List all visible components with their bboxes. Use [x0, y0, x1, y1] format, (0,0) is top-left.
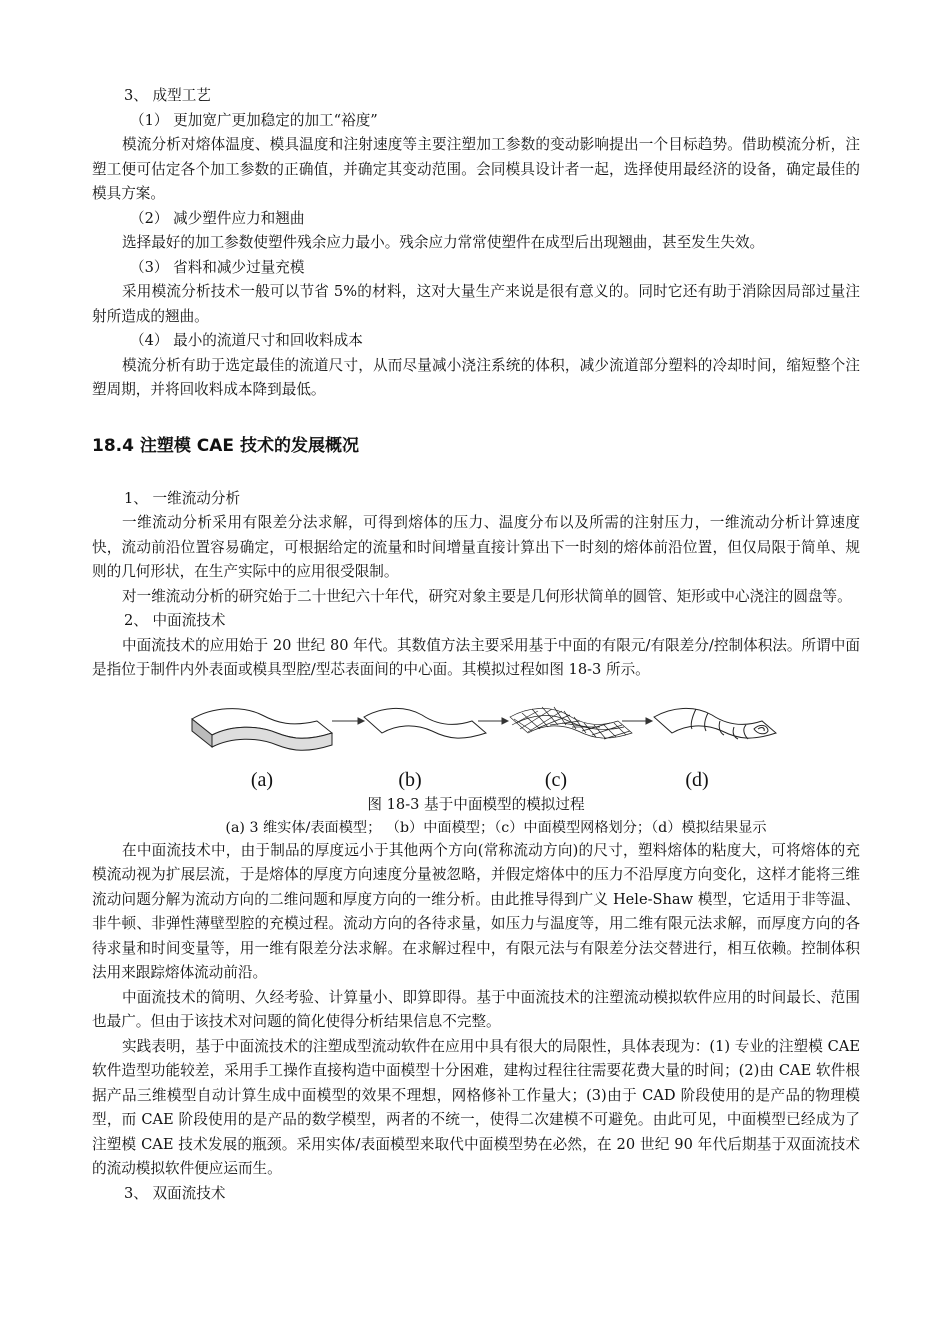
- midplane-illustration: [364, 708, 486, 738]
- item2-title: （2） 减少塑件应力和翘曲: [130, 209, 305, 227]
- figure-label-d: (d): [685, 768, 709, 791]
- figure-caption: 图 18-3 基于中面模型的模拟过程: [367, 795, 585, 813]
- figure-label-a: (a): [250, 768, 274, 791]
- item4-body: 模流分析有助于选定最佳的流道尺寸，从而尽量减小浇注系统的体积，减少流道部分塑料的冷却时间，缩短整个注塑周期，并将回收料成本降到最低。: [92, 356, 860, 398]
- figure-18-3: [92, 695, 860, 793]
- figure-subcaption: (a) 3 维实体/表面模型； （b）中面模型；（c）中面模型网格划分；（d）模拟结果显示: [225, 819, 767, 836]
- part1-heading: 1、 一维流动分析: [124, 489, 241, 507]
- arrow-icon: [332, 718, 364, 724]
- part2-paragraph: 中面流技术的简明、久经考验、计算量小、即算即得。基于中面流技术的注塑流动模拟软件应用的时间最长、范围也最广。但由于该技术对问题的简化使得分析结果信息不完整。: [92, 988, 860, 1030]
- item3-body: 采用模流分析技术一般可以节省 5%的材料，这对大量生产来说是很有意义的。同时它还有助于消除因局部过量注射所造成的翘曲。: [92, 283, 860, 325]
- part3-heading: 3、 双面流技术: [124, 1184, 226, 1202]
- item4-title: （4） 最小的流道尺寸和回收料成本: [130, 332, 363, 349]
- figure-label-c: (c): [544, 768, 568, 791]
- arrow-icon: [622, 718, 652, 724]
- item2-body: 选择最好的加工参数使塑件残余应力最小。残余应力常常使塑件在成型后出现翘曲，甚至发生失效。: [122, 234, 765, 251]
- part1-paragraph: 对一维流动分析的研究始于二十世纪六十年代，研究对象主要是几何形状简单的圆管、矩形或中心浇注的圆盘等。: [122, 587, 852, 605]
- section-title: 18.4 注塑模 CAE 技术的发展概况: [92, 435, 359, 456]
- solid-model-illustration: [192, 708, 332, 750]
- figure-drawing: [92, 695, 860, 793]
- item3-title: （3） 省料和减少过量充模: [130, 258, 305, 276]
- section3-heading: 3、 成型工艺: [124, 87, 211, 104]
- part2-intro: 中面流技术的应用始于 20 世纪 80 年代。其数值方法主要采用基于中面的有限元/有限差分/控制体积法。所谓中面是指位于制件内外表面或模具型腔/型芯表面间的中心面。其模拟过程如图 18-3 所示。: [92, 636, 860, 678]
- part2-heading: 2、 中面流技术: [124, 612, 226, 629]
- document-page: [92, 84, 860, 1206]
- part2-paragraph: 实践表明，基于中面流技术的注塑成型流动软件在应用中具有很大的局限性，具体表现为：(1) 专业的注塑模 CAE 软件造型功能较差，采用手工操作直接构造中面模型十分困难，建构过程往往需要花费大量的时间；(2)由 CAE 软件根据产品三维模型自动计算生成中面模型的效果不理想，网格修补工作量大；(3)由于 CAD 阶段使用的是产品的物理模型，而 CAE 阶段使用的是产品的数学模型，两者的不统一，使得二次建模不可避免。由此可见，中面模型已经成为了注塑模 CAE 技术发展的瓶颈。采用实体/表面模型来取代中面模型势在必然，在 20 世纪 90 年代后期基于双面流技术的流动模拟软件便应运而生。: [92, 1037, 860, 1177]
- item1-body: 模流分析对熔体温度、模具温度和注射速度等主要注塑加工参数的变动影响提出一个目标趋势。借助模流分析，注塑工便可估定各个加工参数的正确值，并确定其变动范围。会同模具设计者一起，选择使用最经济的设备，确定最佳的模具方案。: [92, 136, 860, 202]
- part2-paragraph: 在中面流技术中，由于制品的厚度远小于其他两个方向(常称流动方向)的尺寸，塑料熔体的粘度大，可将熔体的充模流动视为扩展层流，于是熔体的厚度方向速度分量被忽略，并假定熔体中的压力不沿厚度方向变化，这样才能将三维流动问题分解为流动方向的二维问题和厚度方向的一维分析。由此推导得到广义 Hele-Shaw 模型，它适用于非等温、非牛顿、非弹性薄壁型腔的充模过程。流动方向的各待求量，如压力与温度等，用二维有限元法求解，而厚度方向的各待求量和时间变量等，用一维有限差分法求解。在求解过程中，有限元法与有限差分法交替进行，相互依赖。控制体积法用来跟踪熔体流动前沿。: [92, 841, 860, 981]
- mesh-illustration: [510, 707, 632, 739]
- arrow-icon: [478, 718, 508, 724]
- figure-label-b: (b): [398, 768, 422, 791]
- part1-paragraph: 一维流动分析采用有限差分法求解，可得到熔体的压力、温度分布以及所需的注射压力，一维流动分析计算速度快，流动前沿位置容易确定，可根据给定的流量和时间增量直接计算出下一时刻的熔体前沿位置，但仅局限于简单、规则的几何形状，在生产实际中的应用很受限制。: [92, 514, 860, 580]
- result-illustration: [654, 708, 776, 739]
- item1-title: （1） 更加宽广更加稳定的加工“裕度”: [130, 111, 378, 129]
